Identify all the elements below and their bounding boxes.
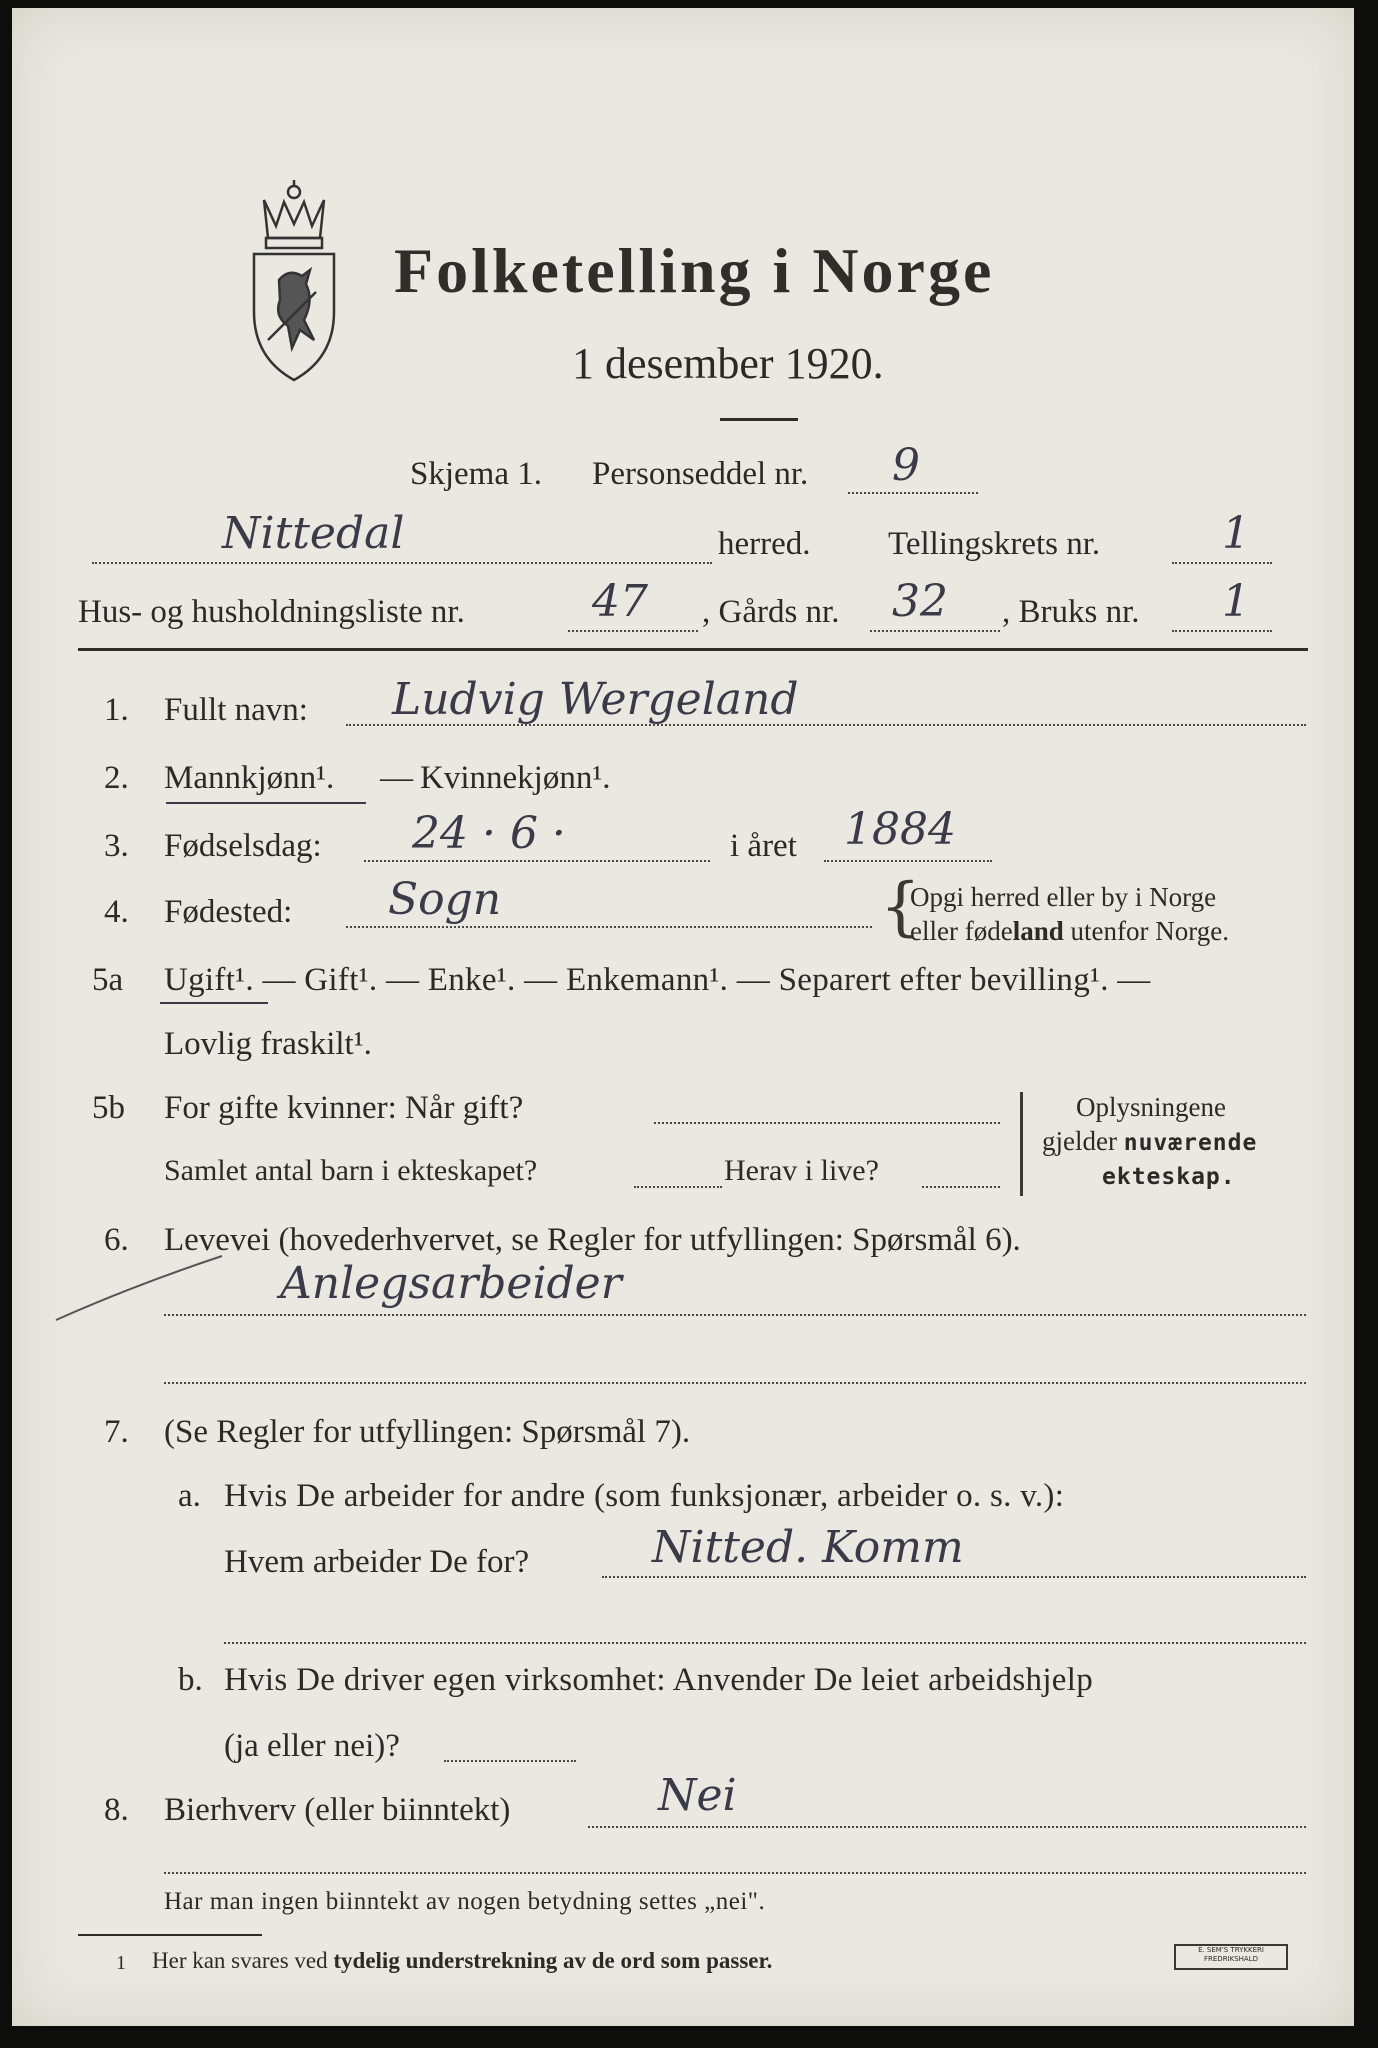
side-income-value[interactable]: Nei xyxy=(658,1770,737,1821)
gender-male-option[interactable]: Mannkjønn¹. xyxy=(164,760,335,796)
husliste-value[interactable]: 47 xyxy=(592,576,648,627)
bruks-field-line xyxy=(1172,630,1272,632)
tellingskrets-label: Tellingskrets nr. xyxy=(888,526,1101,562)
birth-year-field-line xyxy=(824,860,992,862)
form-title: Folketelling i Norge xyxy=(394,235,995,306)
q4-note-brace: { xyxy=(880,870,921,944)
q7-label: (Se Regler for utfyllingen: Spørsmål 7). xyxy=(164,1414,691,1450)
census-date: 1 desember 1920. xyxy=(572,339,884,388)
q3-label: Fødselsdag: xyxy=(164,828,322,864)
q5b-number: 5b xyxy=(92,1090,125,1126)
q5b-line1: For gifte kvinner: Når gift? xyxy=(164,1090,524,1126)
q7b-line1: Hvis De driver egen virksomhet: Anvender De leiet arbeidshjelp xyxy=(224,1662,1094,1698)
q7a-line2: Hvem arbeider De for? xyxy=(224,1544,530,1580)
personseddel-value[interactable]: 9 xyxy=(892,440,920,491)
q7a-line1: Hvis De arbeider for andre (som funksjonær, arbeider o. s. v.): xyxy=(224,1478,1065,1514)
pencil-check-mark xyxy=(52,1244,232,1324)
married-when-field-line xyxy=(654,1122,1000,1124)
full-name-value[interactable]: Ludvig Wergeland xyxy=(392,674,799,725)
q5b-children-label: Samlet antal barn i ekteskapet? xyxy=(164,1154,538,1187)
occupation-value[interactable]: Anlegsarbeider xyxy=(280,1258,622,1309)
q5b-note-line3: ekteskap. xyxy=(1102,1164,1236,1190)
q4-note-line2: eller fødeland utenfor Norge. xyxy=(910,916,1229,946)
occupation-field-line-2 xyxy=(164,1382,1306,1384)
birth-year-value[interactable]: 1884 xyxy=(844,804,956,855)
employer-value[interactable]: Nitted. Komm xyxy=(652,1522,964,1573)
children-alive-field-line xyxy=(922,1186,1000,1188)
side-income-field-line-2 xyxy=(164,1872,1306,1874)
husliste-field-line xyxy=(568,630,698,632)
q5b-note-line1: Oplysningene xyxy=(1076,1092,1226,1122)
birthplace-value[interactable]: Sogn xyxy=(388,874,502,925)
children-count-field-line xyxy=(634,1186,722,1188)
bruks-label: , Bruks nr. xyxy=(1002,594,1140,630)
employer-field-line-2 xyxy=(224,1642,1306,1644)
bruks-value[interactable]: 1 xyxy=(1222,576,1250,627)
occupation-field-line xyxy=(164,1314,1306,1316)
tellingskrets-value[interactable]: 1 xyxy=(1222,508,1250,559)
footnote-text: Her kan svares ved tydelig understrekning av de ord som passer. xyxy=(152,1948,773,1973)
marital-status-options[interactable]: Ugift¹. — Gift¹. — Enke¹. — Enkemann¹. — Separert efter bevilling¹. — xyxy=(164,962,1151,998)
herred-value[interactable]: Nittedal xyxy=(222,508,405,559)
gender-separator: — xyxy=(380,760,413,796)
gards-label: , Gårds nr. xyxy=(702,594,840,630)
norwegian-coat-of-arms-icon xyxy=(234,180,354,390)
q6-label: Levevei (hovederhvervet, se Regler for utfyllingen: Spørsmål 6). xyxy=(164,1222,1021,1258)
side-income-field-line xyxy=(588,1826,1306,1828)
employer-field-line xyxy=(602,1576,1306,1578)
q5b-note-line2: gjelder nuværende xyxy=(1042,1126,1258,1156)
printer-stamp: E. SEM'S TRYKKERI FREDRIKSHALD xyxy=(1174,1944,1288,1970)
q7b-number: b. xyxy=(178,1662,203,1698)
husliste-label: Hus- og husholdningsliste nr. xyxy=(78,594,465,630)
birthplace-field-line xyxy=(346,926,872,928)
q7-number: 7. xyxy=(104,1414,129,1450)
q3-number: 3. xyxy=(104,828,129,864)
herred-field-line xyxy=(92,562,712,564)
footnote-divider xyxy=(78,1934,262,1936)
hired-help-field-line xyxy=(444,1760,576,1762)
gender-female-option[interactable]: Kvinnekjønn¹. xyxy=(420,760,611,796)
census-form-page xyxy=(12,8,1354,2026)
header-divider xyxy=(78,648,1308,651)
marital-status-line2[interactable]: Lovlig fraskilt¹. xyxy=(164,1026,372,1062)
footnote-number: 1 xyxy=(116,1952,126,1974)
q7a-number: a. xyxy=(178,1478,201,1514)
q1-number: 1. xyxy=(104,692,129,728)
gards-value[interactable]: 32 xyxy=(892,576,948,627)
q1-label: Fullt navn: xyxy=(164,692,308,728)
skjema-label: Skjema 1. xyxy=(410,456,542,492)
q2-number: 2. xyxy=(104,760,129,796)
herred-label: herred. xyxy=(718,526,811,562)
footer-note: Har man ingen biinntekt av nogen betydning settes „nei". xyxy=(164,1888,766,1915)
q8-label: Bierhverv (eller biinntekt) xyxy=(164,1792,511,1828)
q4-label: Fødested: xyxy=(164,894,293,930)
personseddel-field-line xyxy=(848,492,978,494)
birthday-value[interactable]: 24 · 6 · xyxy=(412,808,566,859)
ugift-underline xyxy=(160,1002,268,1004)
q8-number: 8. xyxy=(104,1792,129,1828)
q5b-note-bracket xyxy=(1020,1092,1023,1196)
q6-number: 6. xyxy=(104,1222,129,1258)
q4-note-line1: Opgi herred eller by i Norge xyxy=(910,882,1217,912)
birth-year-label: i året xyxy=(730,828,797,864)
title-divider xyxy=(720,418,798,421)
q7b-line2: (ja eller nei)? xyxy=(224,1728,400,1764)
q5b-alive-label: Herav i live? xyxy=(724,1154,879,1187)
q4-number: 4. xyxy=(104,894,129,930)
tellingskrets-field-line xyxy=(1172,562,1272,564)
birthday-field-line xyxy=(364,860,710,862)
male-underline xyxy=(166,802,366,804)
personseddel-label: Personseddel nr. xyxy=(592,456,809,492)
q5a-number: 5a xyxy=(92,962,124,998)
gards-field-line xyxy=(870,630,1000,632)
